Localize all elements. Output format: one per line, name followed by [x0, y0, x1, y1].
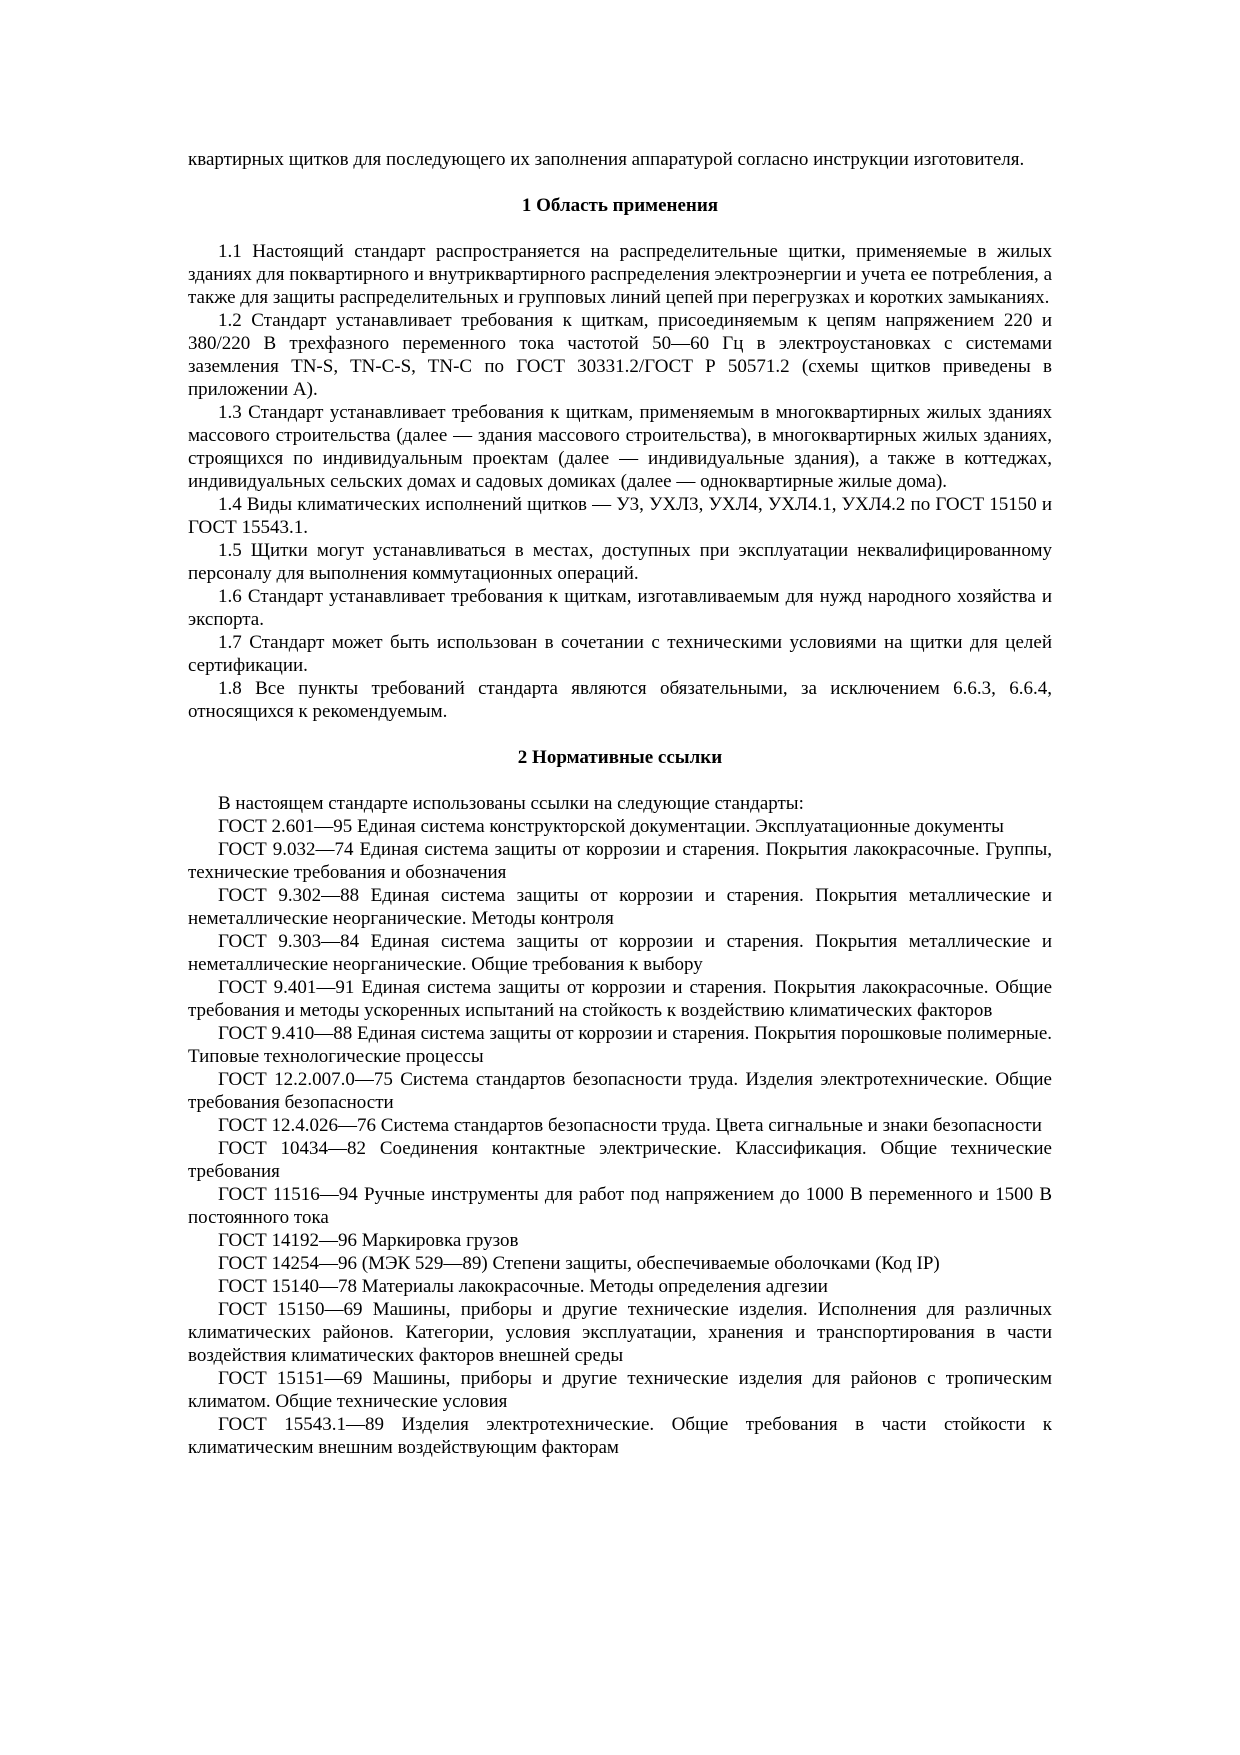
reference-item: ГОСТ 14192—96 Маркировка грузов: [218, 1230, 519, 1251]
clause-1-2: 1.2 Стандарт устанавливает требования к щиткам, присоединяемым к цепям напряжением 220 и 380/220 В трехфазного переменного тока частотой 50—60 Гц в электроустановках с системами заземления TN-S, TN-C-S, TN-C по ГОСТ 30331.2/ГОСТ Р 50571.2 (схемы щитков приведены в приложении А).: [188, 310, 1052, 400]
reference-item: ГОСТ 10434—82 Соединения контактные электрические. Классификация. Общие технические требования: [188, 1138, 1052, 1182]
clause-1-6: 1.6 Стандарт устанавливает требования к щиткам, изготавливаемым для нужд народного хозяйства и экспорта.: [188, 586, 1052, 630]
references-intro: В настоящем стандарте использованы ссылки на следующие стандарты:: [218, 793, 804, 814]
reference-item: ГОСТ 12.4.026—76 Система стандартов безопасности труда. Цвета сигнальные и знаки безопасности: [218, 1115, 1042, 1136]
reference-item: ГОСТ 9.032—74 Единая система защиты от коррозии и старения. Покрытия лакокрасочные. Группы, технические требования и обозначения: [188, 839, 1052, 883]
clause-1-3: 1.3 Стандарт устанавливает требования к щиткам, применяемым в многоквартирных жилых зданиях массового строительства (далее — здания массового строительства), в многоквартирных жилых зданиях, строящихся по индивидуальным проектам (далее — индивидуальные здания), а также в коттеджах, индивидуальных сельских домах и садовых домиках (далее — одноквартирные жилые дома).: [188, 402, 1052, 492]
document-page: [188, 148, 1052, 1459]
clause-1-4: 1.4 Виды климатических исполнений щитков — У3, УХЛ3, УХЛ4, УХЛ4.1, УХЛ4.2 по ГОСТ 15150 и ГОСТ 15543.1.: [188, 494, 1052, 538]
clause-1-1: 1.1 Настоящий стандарт распространяется на распределительные щитки, применяемые в жилых зданиях для поквартирного и внутриквартирного распределения электроэнергии и учета ее потребления, а также для защиты распределительных и групповых линий цепей при перегрузках и коротких замыканиях.: [188, 241, 1052, 308]
clause-1-8: 1.8 Все пункты требований стандарта являются обязательными, за исключением 6.6.3, 6.6.4, относящихся к рекомендуемым.: [188, 678, 1052, 722]
reference-item: ГОСТ 2.601—95 Единая система конструкторской документации. Эксплуатационные документы: [218, 816, 1004, 837]
reference-item: ГОСТ 12.2.007.0—75 Система стандартов безопасности труда. Изделия электротехнические. Общие требования безопасности: [188, 1069, 1052, 1113]
clause-1-7: 1.7 Стандарт может быть использован в сочетании с техническими условиями на щитки для целей сертификации.: [188, 632, 1052, 676]
reference-item: ГОСТ 14254—96 (МЭК 529—89) Степени защиты, обеспечиваемые оболочками (Код IP): [218, 1253, 940, 1274]
clause-1-5: 1.5 Щитки могут устанавливаться в местах, доступных при эксплуатации неквалифицированному персоналу для выполнения коммутационных операций.: [188, 540, 1052, 584]
reference-item: ГОСТ 15140—78 Материалы лакокрасочные. Методы определения адгезии: [218, 1276, 828, 1297]
reference-item: ГОСТ 15151—69 Машины, приборы и другие технические изделия для районов с тропическим климатом. Общие технические условия: [188, 1368, 1052, 1412]
reference-item: ГОСТ 9.410—88 Единая система защиты от коррозии и старения. Покрытия порошковые полимерные. Типовые технологические процессы: [188, 1023, 1052, 1067]
reference-item: ГОСТ 11516—94 Ручные инструменты для работ под напряжением до 1000 В переменного и 1500 В постоянного тока: [188, 1184, 1052, 1228]
reference-item: ГОСТ 9.302—88 Единая система защиты от коррозии и старения. Покрытия металлические и неметаллические неорганические. Методы контроля: [188, 885, 1052, 929]
section-1-heading: 1 Область применения: [521, 195, 719, 216]
reference-item: ГОСТ 9.303—84 Единая система защиты от коррозии и старения. Покрытия металлические и неметаллические неорганические. Общие требования к выбору: [188, 931, 1052, 975]
section-2-heading: 2 Нормативные ссылки: [517, 747, 723, 768]
reference-item: ГОСТ 15543.1—89 Изделия электротехнические. Общие требования в части стойкости к климатическим внешним воздействующим факторам: [188, 1414, 1052, 1458]
intro-paragraph: квартирных щитков для последующего их заполнения аппаратурой согласно инструкции изготовителя.: [188, 149, 1025, 170]
reference-item: ГОСТ 15150—69 Машины, приборы и другие технические изделия. Исполнения для различных климатических районов. Категории, условия эксплуатации, хранения и транспортирования в части воздействия климатических факторов внешней среды: [188, 1299, 1052, 1366]
reference-item: ГОСТ 9.401—91 Единая система защиты от коррозии и старения. Покрытия лакокрасочные. Общие требования и методы ускоренных испытаний на стойкость к воздействию климатических факторов: [188, 977, 1052, 1021]
